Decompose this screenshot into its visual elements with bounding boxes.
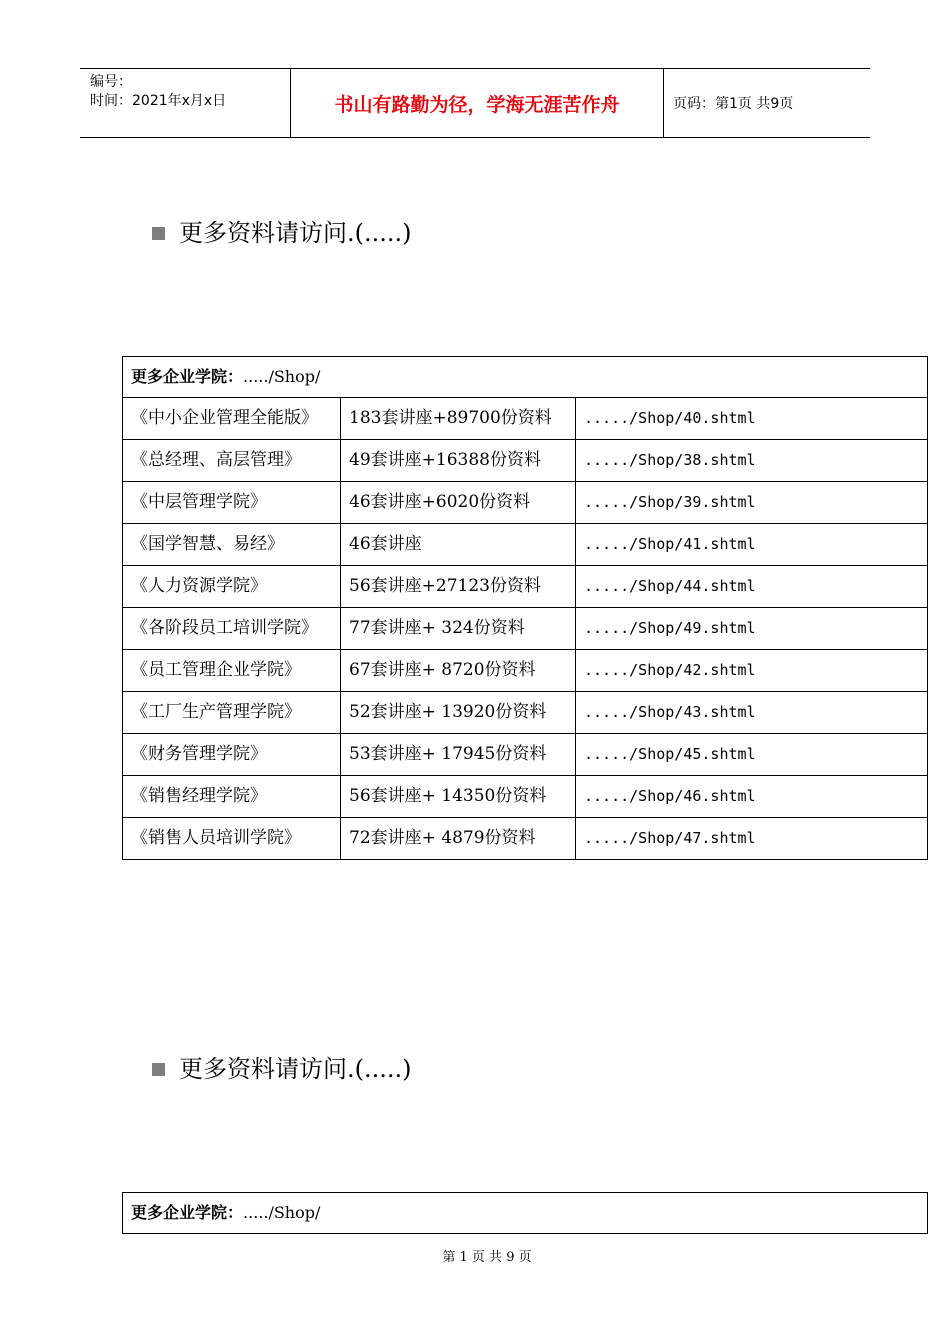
course-content: 183套讲座+89700份资料 (341, 398, 576, 440)
visit-text-2: 更多资料请访问.(.....) (179, 1055, 412, 1083)
table-row (123, 398, 928, 440)
table-header-cell (123, 1193, 928, 1234)
course-name: 《中层管理学院》 (123, 482, 341, 524)
bullet-square-icon (152, 227, 165, 240)
header-motto: 书山有路勤为径，学海无涯苦作舟 (291, 69, 664, 137)
table-row (123, 482, 928, 524)
course-table-2 (122, 1192, 928, 1234)
course-url[interactable]: ...../Shop/49.shtml (576, 608, 928, 650)
page-header (80, 68, 870, 138)
course-url[interactable]: ...../Shop/38.shtml (576, 440, 928, 482)
course-content: 52套讲座+ 13920份资料 (341, 692, 576, 734)
course-name: 《工厂生产管理学院》 (123, 692, 341, 734)
table-row (123, 440, 928, 482)
course-url[interactable]: ...../Shop/39.shtml (576, 482, 928, 524)
course-name: 《中小企业管理全能版》 (123, 398, 341, 440)
header-page-info: 页码：第1页 共9页 (673, 96, 794, 112)
course-url[interactable]: ...../Shop/47.shtml (576, 818, 928, 860)
course-name: 《销售经理学院》 (123, 776, 341, 818)
course-url[interactable]: ...../Shop/44.shtml (576, 566, 928, 608)
course-table (122, 356, 928, 860)
course-url[interactable]: ...../Shop/43.shtml (576, 692, 928, 734)
bullet-square-icon (152, 1063, 165, 1076)
course-content: 56套讲座+ 14350份资料 (341, 776, 576, 818)
course-name: 《员工管理企业学院》 (123, 650, 341, 692)
course-url[interactable]: ...../Shop/41.shtml (576, 524, 928, 566)
course-name: 《国学智慧、易经》 (123, 524, 341, 566)
course-name: 《人力资源学院》 (123, 566, 341, 608)
table-row (123, 692, 928, 734)
course-content: 72套讲座+ 4879份资料 (341, 818, 576, 860)
time-label: 时间：2021年x月x日 (90, 93, 227, 109)
table-header-url[interactable]: ...../Shop/ (243, 367, 321, 386)
table-row (123, 566, 928, 608)
table-row (123, 776, 928, 818)
table-row (123, 524, 928, 566)
visit-text: 更多资料请访问.(.....) (179, 219, 412, 247)
course-url[interactable]: ...../Shop/42.shtml (576, 650, 928, 692)
table-header-row (123, 357, 928, 398)
number-label: 编号： (90, 74, 132, 90)
table-row (123, 608, 928, 650)
table-row (123, 818, 928, 860)
course-content: 77套讲座+ 324份资料 (341, 608, 576, 650)
course-content: 53套讲座+ 17945份资料 (341, 734, 576, 776)
course-name: 《总经理、高层管理》 (123, 440, 341, 482)
table-header-cell (123, 357, 928, 398)
table-row (123, 650, 928, 692)
course-content: 67套讲座+ 8720份资料 (341, 650, 576, 692)
visit-line (152, 218, 412, 248)
page-footer: 第 1 页 共 9 页 (442, 1250, 532, 1265)
table-header-row (123, 1193, 928, 1234)
table-header-label: 更多企业学院： (131, 1203, 244, 1222)
course-name: 《销售人员培训学院》 (123, 818, 341, 860)
course-url[interactable]: ...../Shop/46.shtml (576, 776, 928, 818)
course-url[interactable]: ...../Shop/45.shtml (576, 734, 928, 776)
table-header-url[interactable]: ...../Shop/ (243, 1203, 321, 1222)
course-url[interactable]: ...../Shop/40.shtml (576, 398, 928, 440)
table-row (123, 734, 928, 776)
course-content: 56套讲座+27123份资料 (341, 566, 576, 608)
table-header-label: 更多企业学院： (131, 367, 244, 386)
course-name: 《财务管理学院》 (123, 734, 341, 776)
visit-line-2 (152, 1054, 412, 1084)
course-name: 《各阶段员工培训学院》 (123, 608, 341, 650)
course-content: 46套讲座+6020份资料 (341, 482, 576, 524)
course-content: 46套讲座 (341, 524, 576, 566)
header-meta (80, 69, 291, 137)
course-content: 49套讲座+16388份资料 (341, 440, 576, 482)
